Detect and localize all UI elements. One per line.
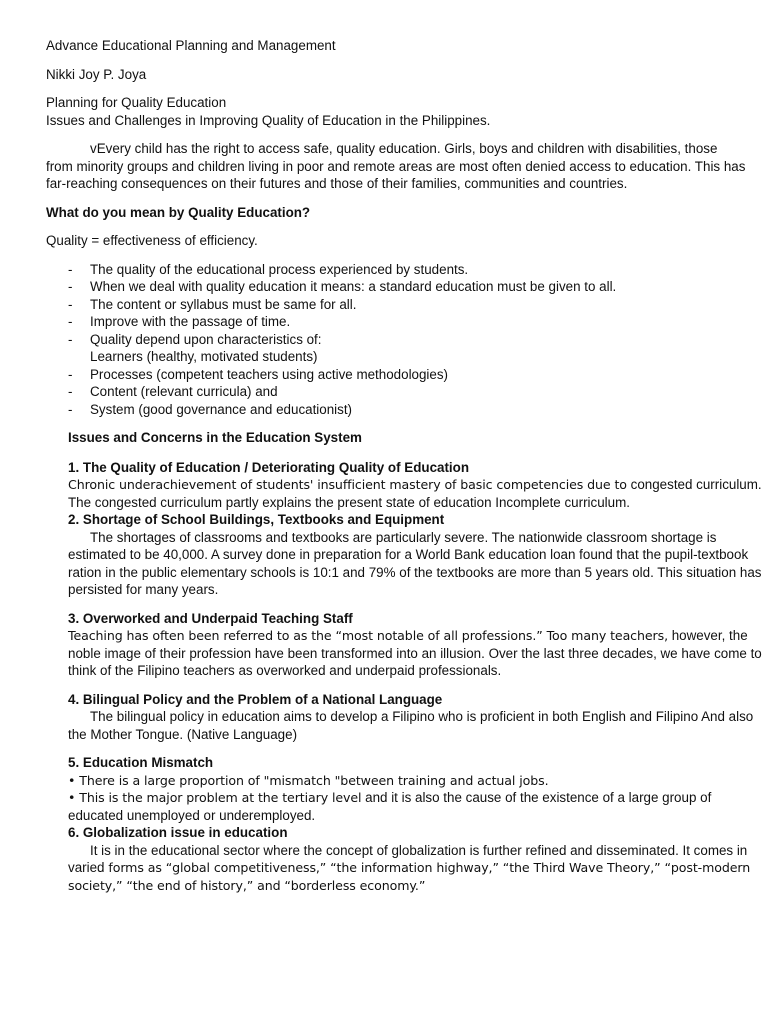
dash-marker: -: [68, 384, 73, 399]
dash-marker: -: [68, 296, 73, 312]
issue-5-line-2: • This is the major problem at the tertiary level and it is also the cause of the existence of a large group of educated unemployed or underemployed.: [68, 790, 712, 823]
issue-4-title: 4. Bilingual Policy and the Problem of a National Language: [68, 691, 443, 707]
issues-heading: Issues and Concerns in the Education System: [68, 430, 362, 445]
quality-definition: Quality = effectiveness of efficiency.: [46, 233, 258, 248]
quality-bullet-list: [46, 261, 746, 419]
issue-1-body: Chronic underachievement of students' insufficient mastery of basic competencies due to congested curriculum. The congested curriculum partly explains the present state of education Incomplete curriculum.: [68, 477, 762, 510]
list-item: - Improve with the passage of time.: [68, 314, 291, 329]
list-subline: Learners (healthy, motivated students): [90, 349, 318, 364]
author-name: Nikki Joy P. Joya: [46, 66, 147, 82]
issue-5-title: 5. Education Mismatch: [68, 755, 214, 770]
issue-6-body: It is in the educational sector where the concept of globalization is further refined and disseminated. It comes in varied forms as “global competitiveness,” “the information highway,” “the Third Wave Theory,” “post-modern society,” “the end of history,” and “borderless economy.”: [68, 842, 751, 893]
issues-section: [46, 429, 768, 894]
list-item: - Quality depend upon characteristics of:: [68, 331, 322, 347]
topic-title: Planning for Quality Education: [46, 95, 227, 110]
list-item: - When we deal with quality education it means: a standard education must be given to all.: [68, 279, 617, 294]
list-item: - System (good governance and educationist): [68, 401, 353, 417]
dash-marker: -: [68, 331, 73, 347]
list-item: - Processes (competent teachers using active methodologies): [68, 366, 449, 382]
question-heading: What do you mean by Quality Education?: [46, 204, 311, 220]
dash-marker: -: [68, 366, 73, 382]
issue-1-title: 1. The Quality of Education / Deteriorating Quality of Education: [68, 459, 470, 475]
list-item: - The quality of the educational process experienced by students.: [68, 261, 469, 277]
issue-3-body: Teaching has often been referred to as the “most notable of all professions.” Too many teachers, however, the noble image of their profession have been transformed into an illusion. Over the last three decades, we have come to think of the Filipino teachers as overworked and underpaid professionals.: [68, 628, 762, 678]
document-subtitle: Issues and Challenges in Improving Quality of Education in the Philippines.: [46, 112, 491, 128]
intro-paragraph: vEvery child has the right to access safe, quality education. Girls, boys and children with disabilities, those from minority groups and children living in poor and remote areas are most often denied access to education. This has far-reaching consequences on their futures and those of their families, communities and countries.: [46, 141, 746, 191]
issue-4-body: The bilingual policy in education aims to develop a Filipino who is proficient in both English and Filipino And also the Mother Tongue. (Native Language): [68, 709, 754, 742]
dash-marker: -: [68, 401, 73, 417]
dash-marker: -: [68, 314, 73, 329]
issue-6-title: 6. Globalization issue in education: [68, 825, 288, 840]
dash-marker: -: [68, 279, 73, 294]
issue-2-title: 2. Shortage of School Buildings, Textbooks and Equipment: [68, 512, 445, 527]
issue-5-line-1: • There is a large proportion of "mismatch "between training and actual jobs.: [68, 772, 549, 788]
course-title: Advance Educational Planning and Management: [46, 38, 336, 53]
list-item: - The content or syllabus must be same for all.: [68, 296, 357, 312]
list-item: - Content (relevant curricula) and: [68, 384, 278, 399]
document-page: [46, 37, 762, 894]
dash-marker: -: [68, 261, 73, 277]
issue-2-body: The shortages of classrooms and textbooks are particularly severe. The nationwide classroom shortage is estimated to be 40,000. A survey done in preparation for a World Bank education loan found that the pupil-textbook ration in the public elementary schools is 10:1 and 79% of the textbooks are more than 5 years old. This situation has persisted for many years.: [68, 529, 762, 597]
issue-3-title: 3. Overworked and Underpaid Teaching Staff: [68, 610, 353, 626]
